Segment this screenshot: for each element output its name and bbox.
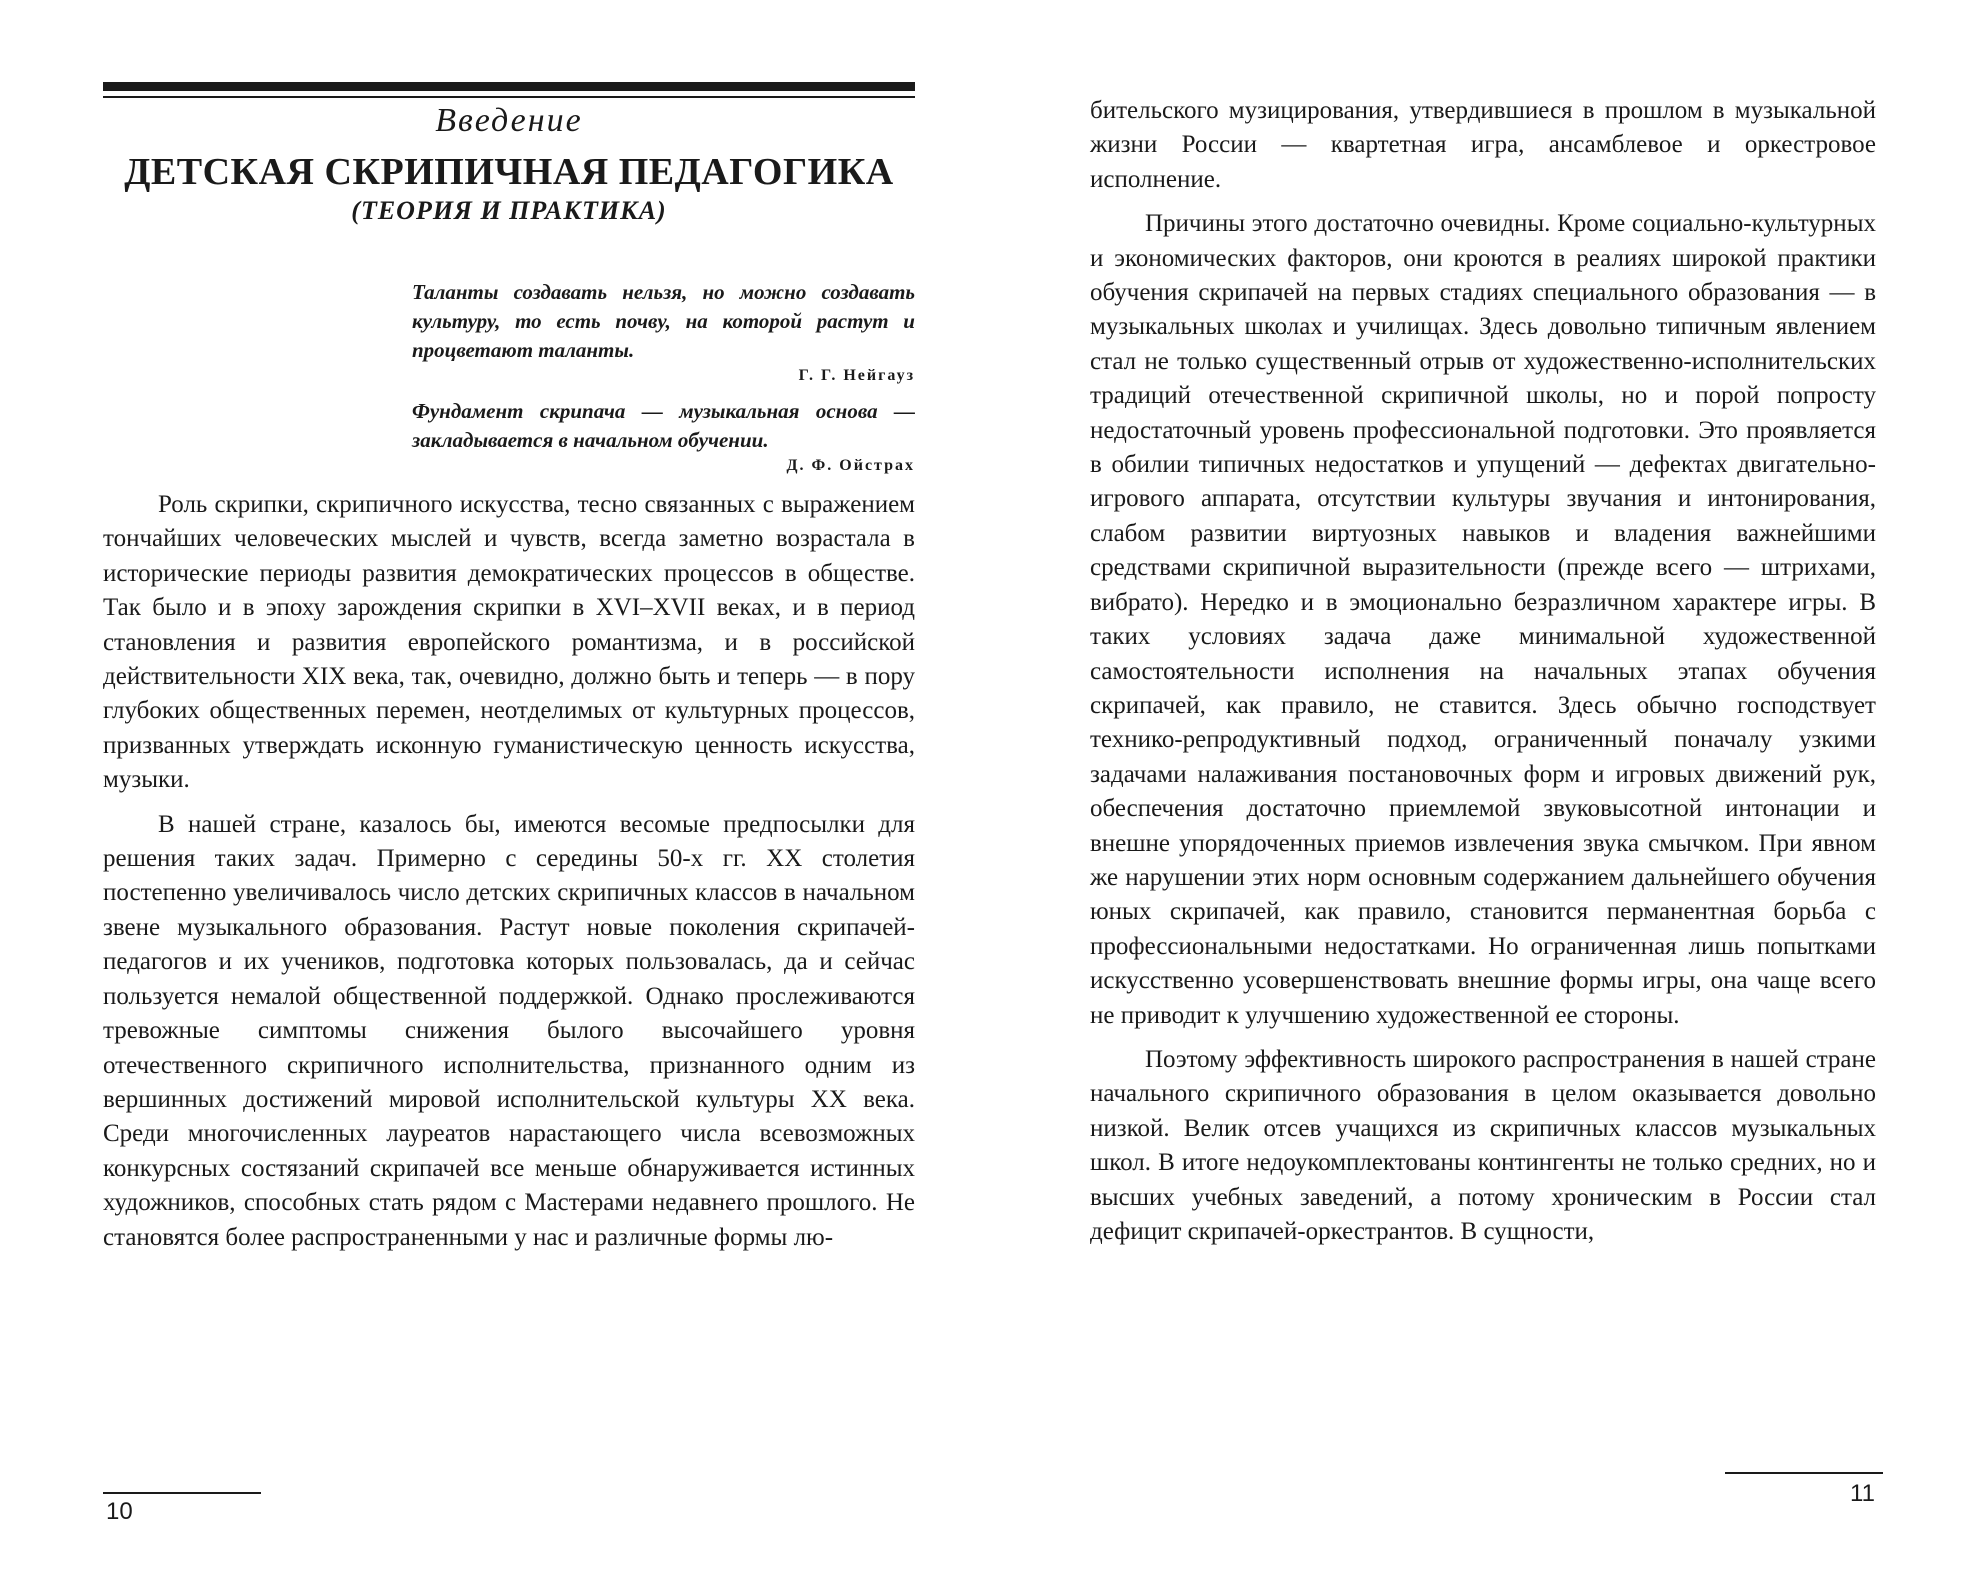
epigraph-block xyxy=(412,278,915,487)
epigraph-author: Д. Ф. Ойстрах xyxy=(786,457,915,474)
right-page xyxy=(990,0,1983,1582)
epigraph-quote: Фундамент скрипача — музыкальная основа — закладывается в начальном обучении. xyxy=(412,399,915,452)
paragraph: Роль скрипки, скрипичного искусства, тесно связанных с выражением тончайших человеческих мыслей и чувств, всегда заметно возрастала в исторические периоды развития демократических процессов в обществе. Так было и в эпоху зарождения скрипки в XVI–XVII веках, и в период становления и развития европейского романтизма, и в российской действительности XIX века, так, очевидно, должно быть и теперь — в пору глубоких общественных перемен, неотделимых от культурных процессов, призванных утверждать исконную гуманистическую ценность искусства, музыки. xyxy=(103,491,915,794)
body-text xyxy=(1090,94,1876,1259)
header-rule-thick xyxy=(103,82,915,91)
page-title: ДЕТСКАЯ СКРИПИЧНАЯ ПЕДАГОГИКА xyxy=(124,151,894,193)
body-text xyxy=(103,488,915,1265)
footer-rule xyxy=(103,1492,261,1494)
paragraph: В нашей стране, казалось бы, имеются весомые предпосылки для решения таких задач. Примерно с середины 50-х гг. XX столетия постепенно увеличивалось число детских скрипичных классов в начальном звене музыкального образования. Растут новые поколения скрипачей-педагогов и их учеников, подготовка которых пользовалась, да и сейчас пользуется немалой общественной поддержкой. Однако прослеживаются тревожные симптомы снижения былого высочайшего уровня отечественного скрипичного исполнительства, признанного одним из вершинных достижений мировой исполнительской культуры XX века. Среди многочисленных лауреатов нарастающего числа всевозможных конкурсных состязаний скрипачей все меньше обнаруживается истинных художников, способных стать рядом с Мастерами недавнего прошлого. Не становятся более распространенными у нас и различные формы лю- xyxy=(103,810,915,1251)
epigraph-quote: Таланты создавать нельзя, но можно создавать культуру, то есть почву, на которой растут и процветают таланты. xyxy=(412,280,915,362)
page-subtitle: (ТЕОРИЯ И ПРАКТИКА) xyxy=(351,196,667,225)
epigraph-author: Г. Г. Нейгауз xyxy=(798,367,915,384)
left-page xyxy=(0,0,990,1582)
header-rule-thin xyxy=(103,96,915,98)
footer-rule xyxy=(1725,1472,1883,1474)
paragraph: Причины этого достаточно очевидны. Кроме социально-культурных и экономических факторов, они кроются в реалиях широкой практики обучения скрипачей на первых стадиях специального образования — в музыкальных школах и училищах. Здесь довольно типичным явлением стал не только существенный отрыв от художественно-исполнительских традиций отечественной скрипичной школы, но и порой попросту недостаточный уровень профессиональной подготовки. Это проявляется в обилии типичных недостатков и упущений — дефектах двигательно-игрового аппарата, отсутствии культуры звучания и интонирования, слабом развитии виртуозных навыков и владения важнейшими средствами скрипичной выразительности (прежде всего — штрихами, вибрато). Нередко и в эмоционально безразличном характере игры. В таких условиях задача даже минимальной художественной самостоятельности исполнения на начальных этапах обучения скрипачей, как правило, не ставится. Здесь обычно господствует технико-репродуктивный подход, ограниченный поначалу узкими задачами налаживания постановочных форм и игровых движений рук, обеспечения достаточно приемлемой звуковысотной интонации и внешне упорядоченных приемов извлечения звука смычком. При явном же нарушении этих норм основным содержанием дальнейшего обучения юных скрипачей, как правило, становится перманентная борьба с профессиональными недостатками. Но ограниченная лишь попытками искусственно усовершенствовать внешние формы игры, она чаще всего не приводит к улучшению художественной ее стороны. xyxy=(1090,210,1876,1029)
page-number: 10 xyxy=(106,1498,133,1525)
chapter-heading: Введение xyxy=(435,102,583,139)
paragraph: Поэтому эффективность широкого распространения в нашей стране начального скрипичного образования в целом оказывается довольно низкой. Велик отсев учащихся из скрипичных классов музыкальных школ. В итоге недоукомплектованы контингенты не только средних, но и высших учебных заведений, а потому хроническим в России стал дефицит скрипачей-оркестрантов. В сущности, xyxy=(1090,1045,1876,1245)
paragraph-continuation: бительского музицирования, утвердившиеся в прошлом в музыкальной жизни России — квартетная игра, ансамблевое и оркестровое исполнение. xyxy=(1090,97,1876,193)
page-number: 11 xyxy=(1850,1480,1875,1507)
